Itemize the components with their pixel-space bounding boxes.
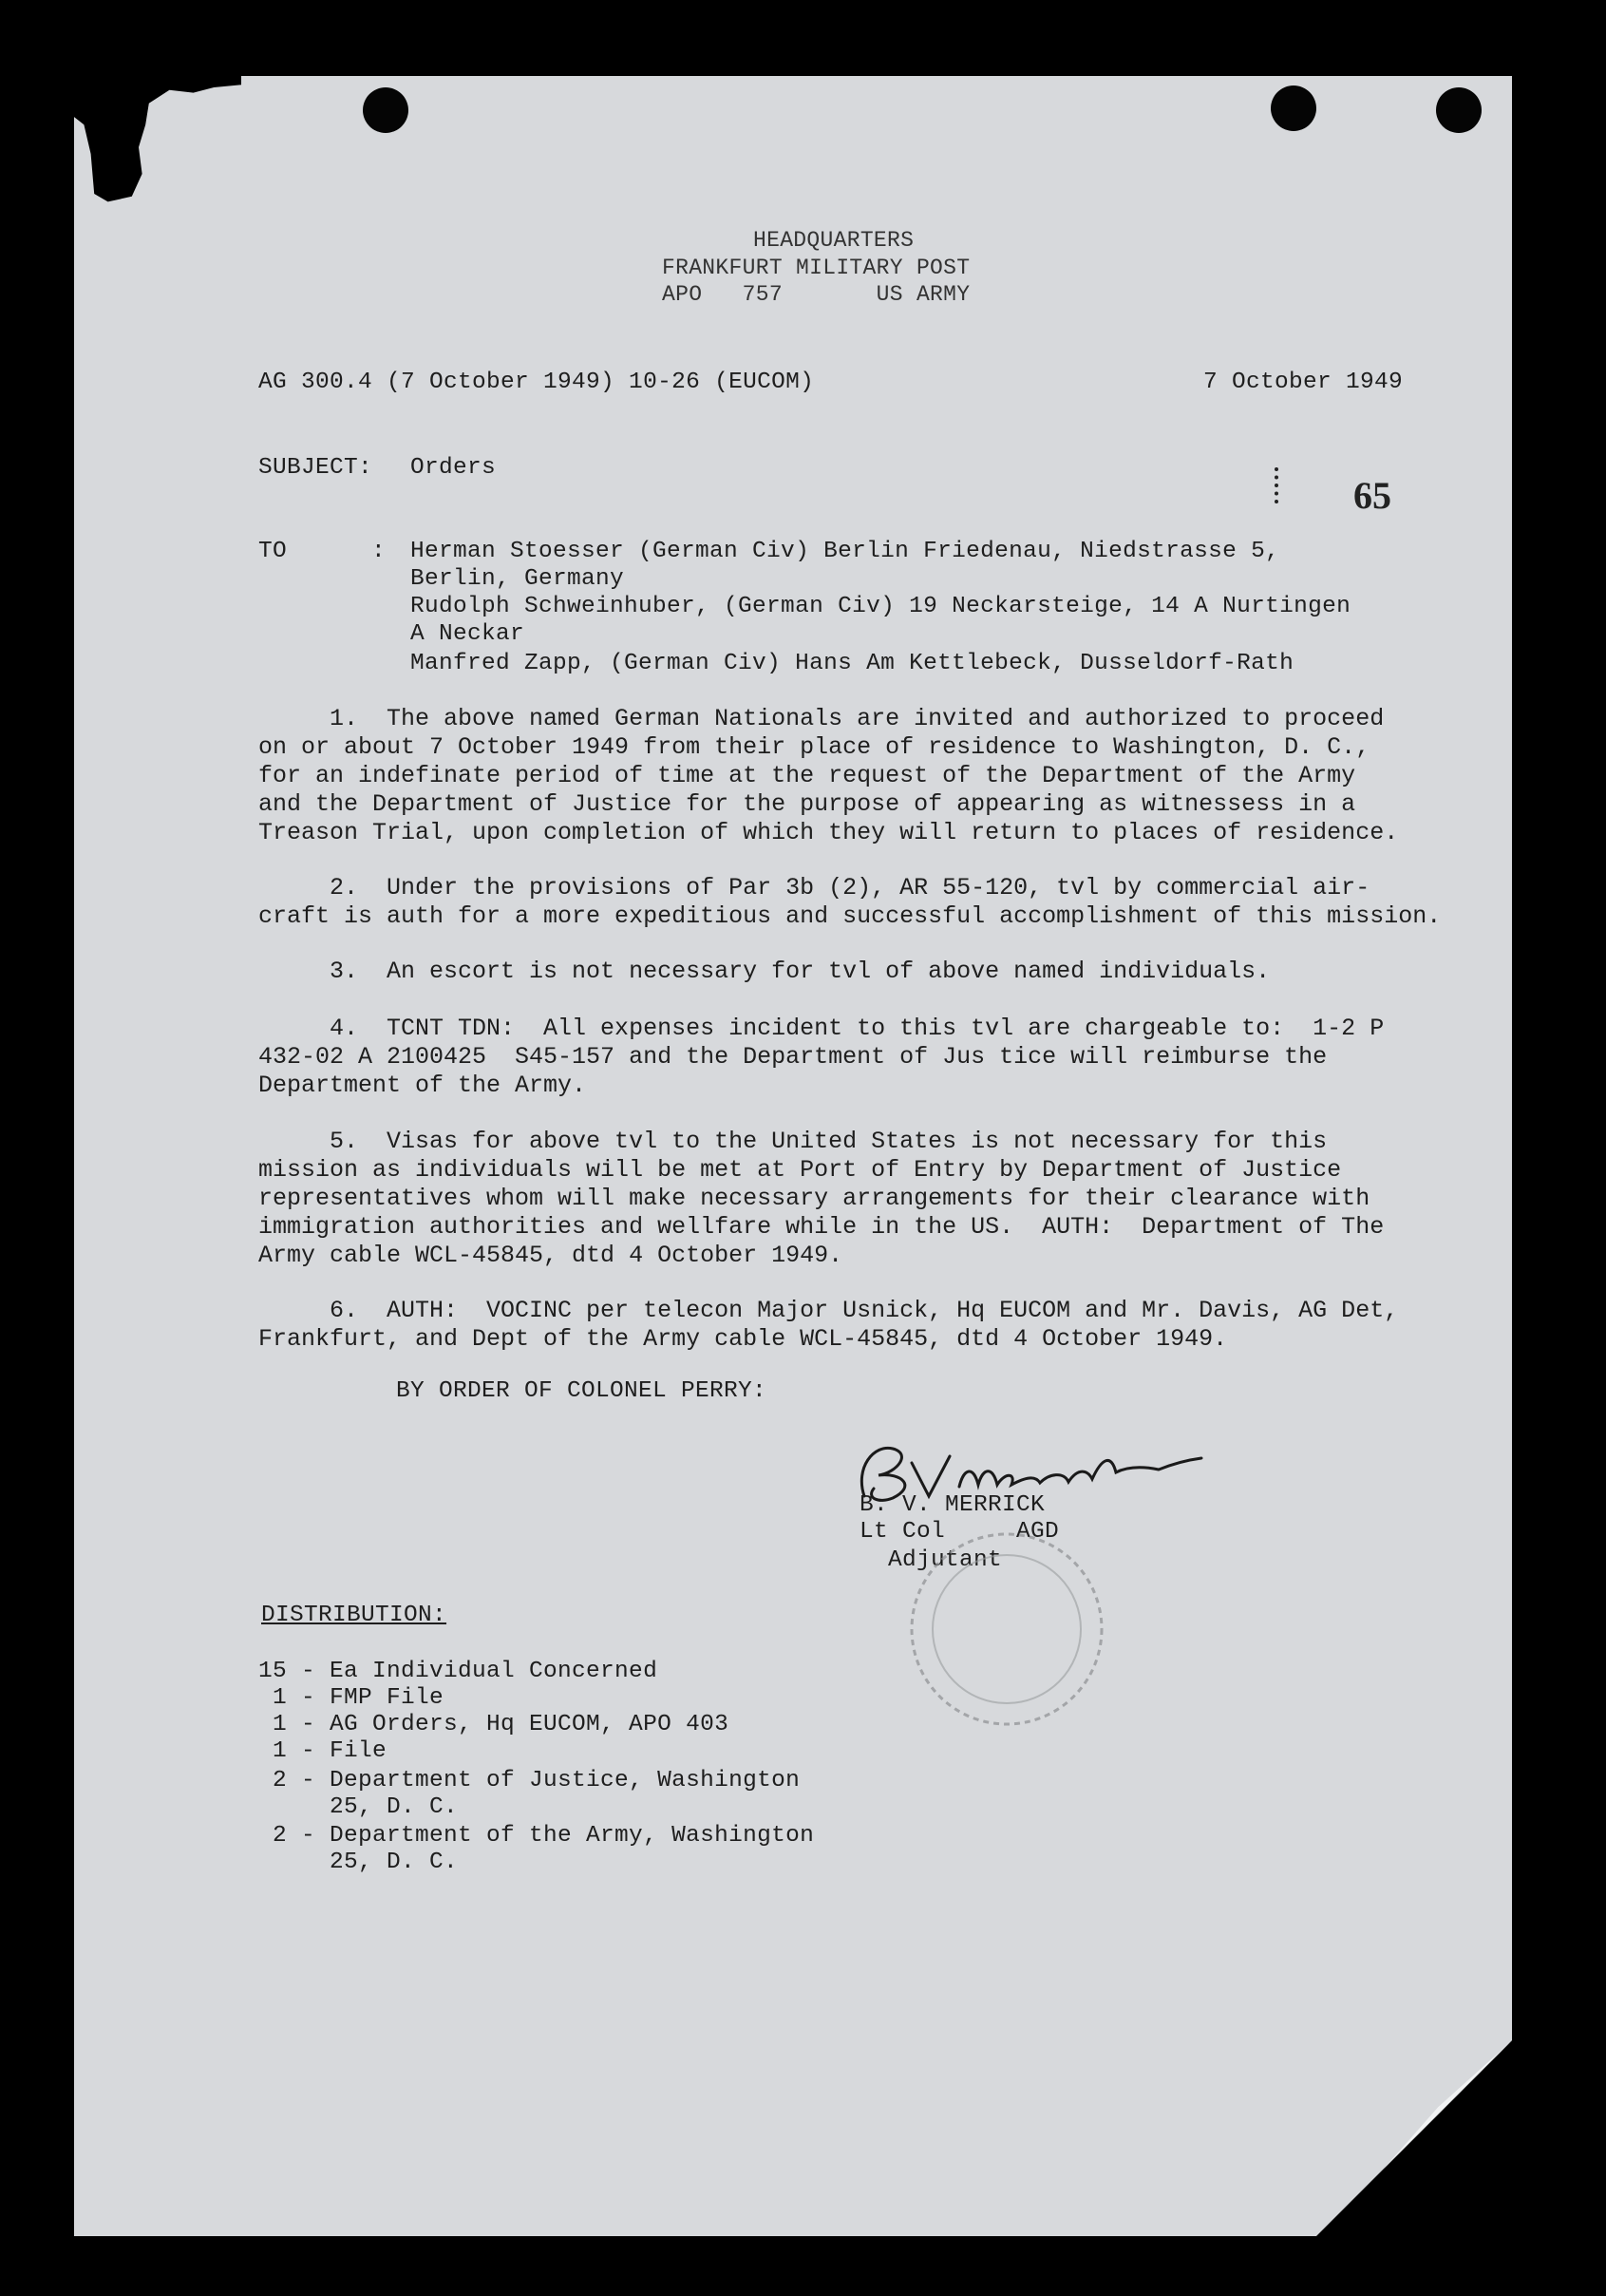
document-date: 7 October 1949 (1203, 370, 1404, 395)
distribution-item: 25, D. C. (258, 1850, 459, 1875)
signatory-name: B. V. MERRICK (860, 1492, 1046, 1518)
addressee-line: Herman Stoesser (German Civ) Berlin Friedenau, Niedstrasse 5, (410, 539, 1280, 564)
margin-dots (1275, 467, 1284, 503)
paragraph-4: 4. TCNT TDN: All expenses incident to this tvl are chargeable to: 1-2 P 432-02 A 2100425 S45-157 and the Department of Jus tice will reimburse the Department of the Army. (258, 1015, 1385, 1099)
distribution-item: 1 - FMP File (258, 1685, 444, 1711)
paragraph-2: 2. Under the provisions of Par 3b (2), AR 55-120, tvl by commercial air- craft is auth for a more expeditious and successful accomplishment of this mission. (258, 874, 1442, 930)
addressee-line: Rudolph Schweinhuber, (German Civ) 19 Neckarsteige, 14 A Nurtingen (410, 594, 1351, 619)
by-order-line: BY ORDER OF COLONEL PERRY: (396, 1378, 767, 1404)
subject-label: SUBJECT: (258, 455, 373, 481)
addressee-line: Manfred Zapp, (German Civ) Hans Am Kettlebeck, Dusseldorf-Rath (410, 651, 1294, 676)
signatory-rank: Lt Col AGD (860, 1519, 1060, 1545)
header-line-2: FRANKFURT MILITARY POST (662, 256, 971, 280)
distribution-item: 15 - Ea Individual Concerned (258, 1659, 658, 1684)
distribution-item: 25, D. C. (258, 1794, 459, 1820)
subject-value: Orders (410, 455, 497, 481)
distribution-item: 1 - File (258, 1738, 387, 1764)
punch-hole-far-right (1436, 87, 1482, 133)
reference-number: AG 300.4 (7 October 1949) 10-26 (EUCOM) (258, 370, 815, 395)
signatory-title: Adjutant (888, 1547, 1003, 1573)
paragraph-3: 3. An escort is not necessary for tvl of above named individuals. (258, 958, 1271, 985)
paragraph-6: 6. AUTH: VOCINC per telecon Major Usnick, Hq EUCOM and Mr. Davis, AG Det, Frankfurt, and Dept of the Army cable WCL-45845, dtd 4 October 1949. (258, 1297, 1399, 1353)
official-stamp (864, 1515, 1149, 1743)
punch-hole-left (363, 87, 408, 133)
distribution-title: DISTRIBUTION: (261, 1603, 447, 1628)
to-label: TO (258, 539, 288, 564)
paragraph-5: 5. Visas for above tvl to the United States is not necessary for this mission as individuals will be met at Port of Entry by Department of Justice representatives whom will make necessary arrangements for their clearance with immigration authorities and wellfare while in the US. AUTH: Department of The Army cable WCL-45845, dtd 4 October 1949. (258, 1128, 1385, 1269)
punch-hole-right (1271, 85, 1316, 131)
distribution-item: 1 - AG Orders, Hq EUCOM, APO 403 (258, 1712, 729, 1737)
distribution-item: 2 - Department of the Army, Washington (258, 1823, 815, 1849)
header-line-1: HEADQUARTERS (753, 228, 915, 253)
addressee-line: Berlin, Germany (410, 566, 625, 592)
addressee-line: A Neckar (410, 621, 525, 647)
paragraph-1: 1. The above named German Nationals are invited and authorized to proceed on or about 7 October 1949 from their place of residence to Washington, D. C., for an indefinate period of time at the request of the Department of the Army and the Department of Justice for the purpose of appearing as witnessess in a Treason Trial, upon completion of which they will return to places of residence. (258, 705, 1399, 846)
distribution-item: 2 - Department of Justice, Washington (258, 1768, 801, 1793)
header-line-3: APO 757 US ARMY (662, 282, 971, 307)
page-number: 65 (1353, 474, 1391, 517)
to-colon: : (371, 539, 387, 564)
